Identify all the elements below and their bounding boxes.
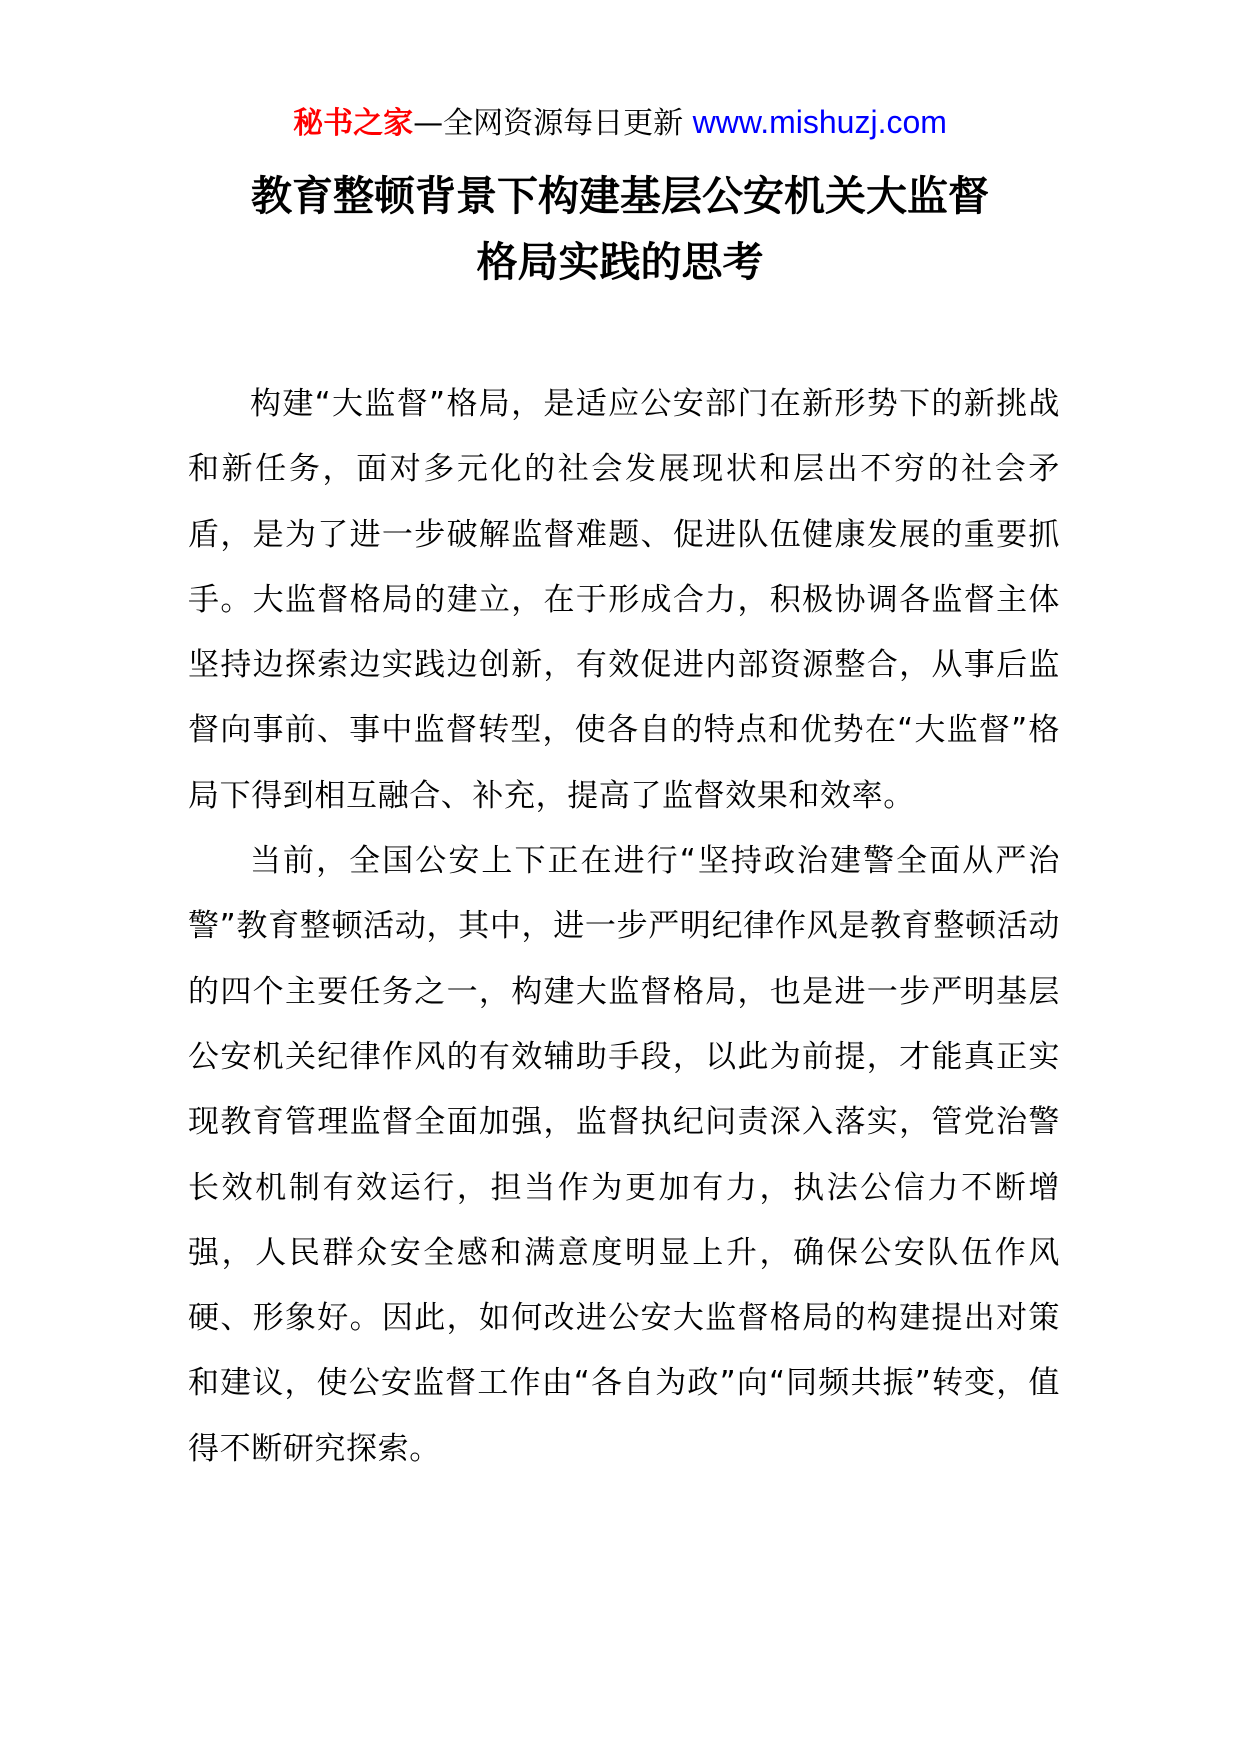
brand-name: 秘书之家 (293, 106, 414, 141)
paragraph-2: 当前，全国公安上下正在进行“坚持政治建警全面从严治警”教育整顿活动，其中，进一步严明纪律作风是教育整顿活动的四个主要任务之一，构建大监督格局，也是进一步严明基层公安机关纪律作风的有效辅助手段，以此为前提，才能真正实现教育管理监督全面加强，监督执纪问责深入落实，管党治警长效机制有效运行，担当作为更加有力，执法公信力不断增强，人民群众安全感和满意度明显上升，确保公安队伍作风硬、形象好。因此，如何改进公安大监督格局的构建提出对策和建议，使公安监督工作由“各自为政”向“同频共振”转变，值得不断研究探索。 (188, 843, 1060, 1467)
site-url-link[interactable]: www.mishuzj.com (692, 104, 947, 140)
title-line-1: 教育整顿背景下构建基层公安机关大监督 (251, 172, 989, 220)
document-title (130, 163, 1110, 295)
paragraph-1: 构建“大监督”格局，是适应公安部门在新形势下的新挑战和新任务，面对多元化的社会发展现状和层出不穷的社会矛盾，是为了进一步破解监督难题、促进队伍健康发展的重要抓手。大监督格局的建立，在于形成合力，积极协调各监督主体坚持边探索边实践边创新，有效促进内部资源整合，从事后监督向事前、事中监督转型，使各自的特点和优势在“大监督”格局下得到相互融合、补充，提高了监督效果和效率。 (188, 386, 1060, 814)
header-tagline: —全网资源每日更新 (413, 106, 684, 141)
document-body (188, 372, 1060, 1482)
site-header (0, 100, 1240, 146)
title-line-2: 格局实践的思考 (476, 238, 764, 286)
